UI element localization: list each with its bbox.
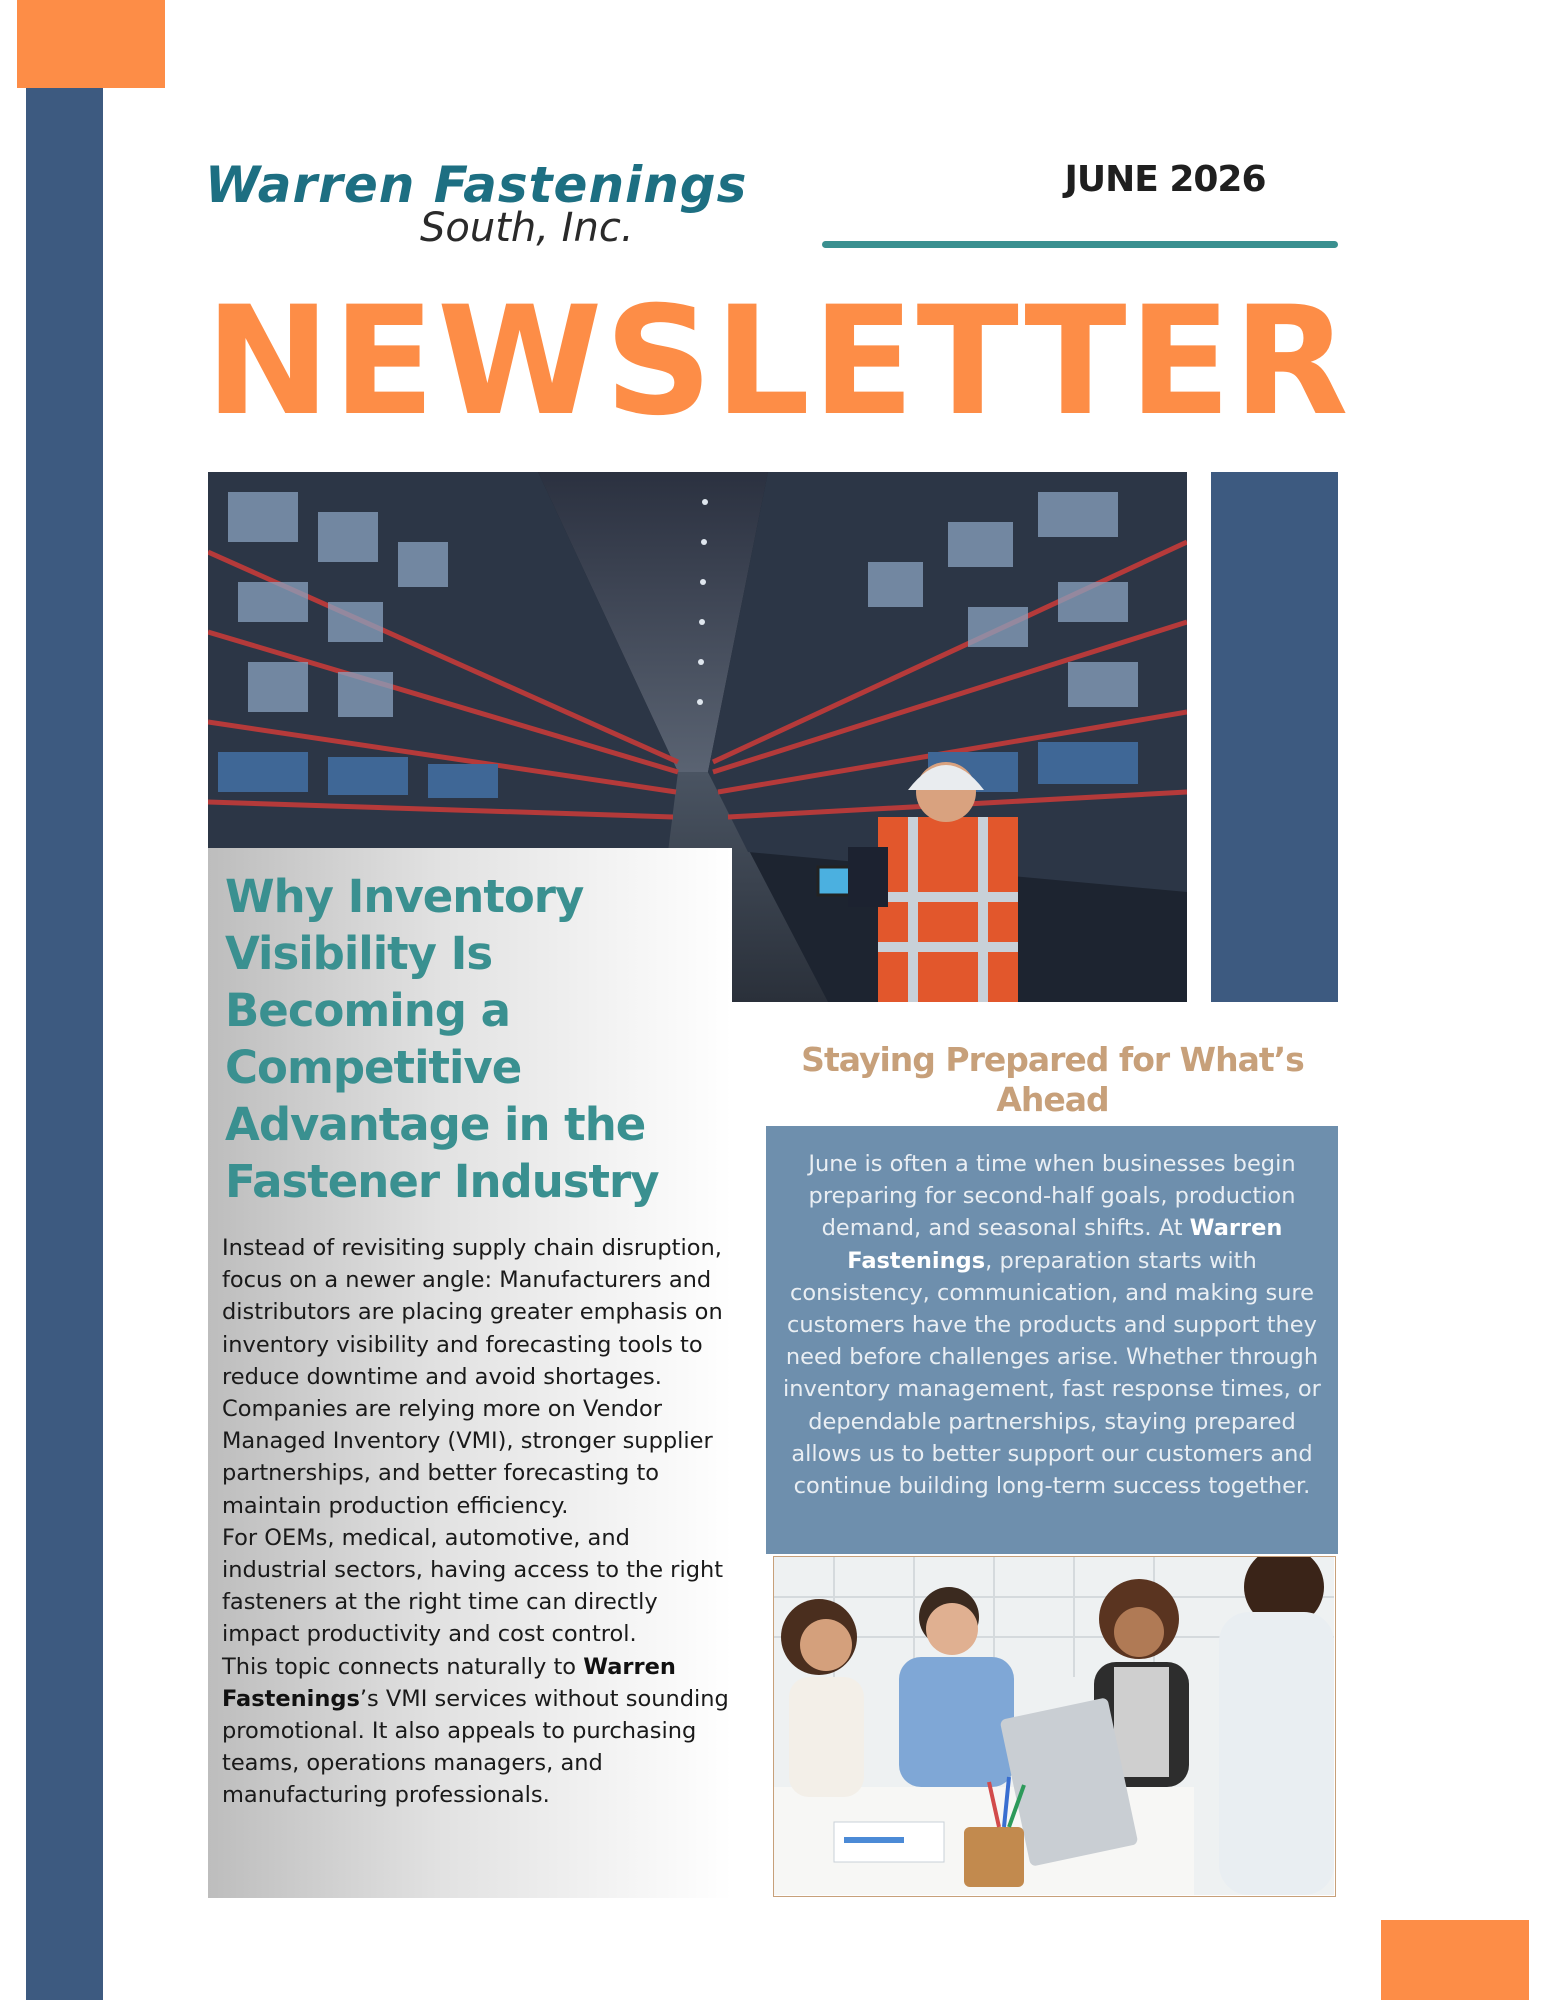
- meeting-photo: [773, 1556, 1336, 1897]
- blue-accent-block: [1211, 472, 1338, 1002]
- side-company-name: Warren Fastenings: [847, 1215, 1283, 1274]
- feature-paragraph-1: Instead of revisiting supply chain disruption, focus on a newer angle: Manufacturers and distributors are placing greater emphasis on inventory visibility and forecasting tools to reduce downtime and avoid shortages. Companies are relying more on Vendor Managed Inventory (VMI), stronger supplier partnerships, and better forecasting to maintain production efficiency.: [222, 1235, 723, 1519]
- corner-accent-top-left: [17, 0, 165, 88]
- side-body-start: June is often a time when businesses begin preparing for second-half goals, production demand, and seasonal shifts. At: [808, 1151, 1296, 1242]
- team-meeting-illustration: [774, 1557, 1334, 1895]
- date-underline: [822, 241, 1338, 248]
- company-logo: [205, 156, 748, 253]
- feature-company-name: Warren Fastenings: [222, 1653, 676, 1712]
- feature-paragraph-3-start: This topic connects naturally to: [222, 1653, 584, 1680]
- issue-date: JUNE 2026: [1064, 159, 1266, 200]
- side-article-body: [782, 1148, 1322, 1502]
- feature-paragraph-2: For OEMs, medical, automotive, and industrial sectors, having access to the right fasteners at the right time can directly impact productivity and cost control.: [222, 1524, 724, 1648]
- side-body-end: , preparation starts with consistency, communication, and making sure customers have the products and support they need before challenges arise. Whether through inventory management, fast response times, or dependable partnerships, staying prepared allows us to better support our customers and continue building long-term success together.: [783, 1247, 1321, 1500]
- side-article-heading: Staying Prepared for What’s Ahead: [801, 1040, 1304, 1119]
- feature-paragraph-3-end: ’s VMI services without sounding promotional. It also appeals to purchasing teams, operations managers, and manufacturing professionals.: [222, 1685, 729, 1809]
- feature-paragraph-3: [222, 1651, 737, 1812]
- corner-accent-bottom-right: [1381, 1920, 1529, 2000]
- feature-article-body: [222, 1232, 737, 1812]
- logo-line-1: Warren Fastenings: [205, 156, 748, 214]
- feature-article-title: Why Inventory Visibility Is Becoming a Competitive Advantage in the Fastener Industry: [225, 870, 659, 1208]
- newsletter-masthead: NEWSLETTER: [205, 275, 1351, 449]
- logo-line-2: South, Inc.: [420, 205, 634, 251]
- left-side-bar: [26, 88, 103, 2000]
